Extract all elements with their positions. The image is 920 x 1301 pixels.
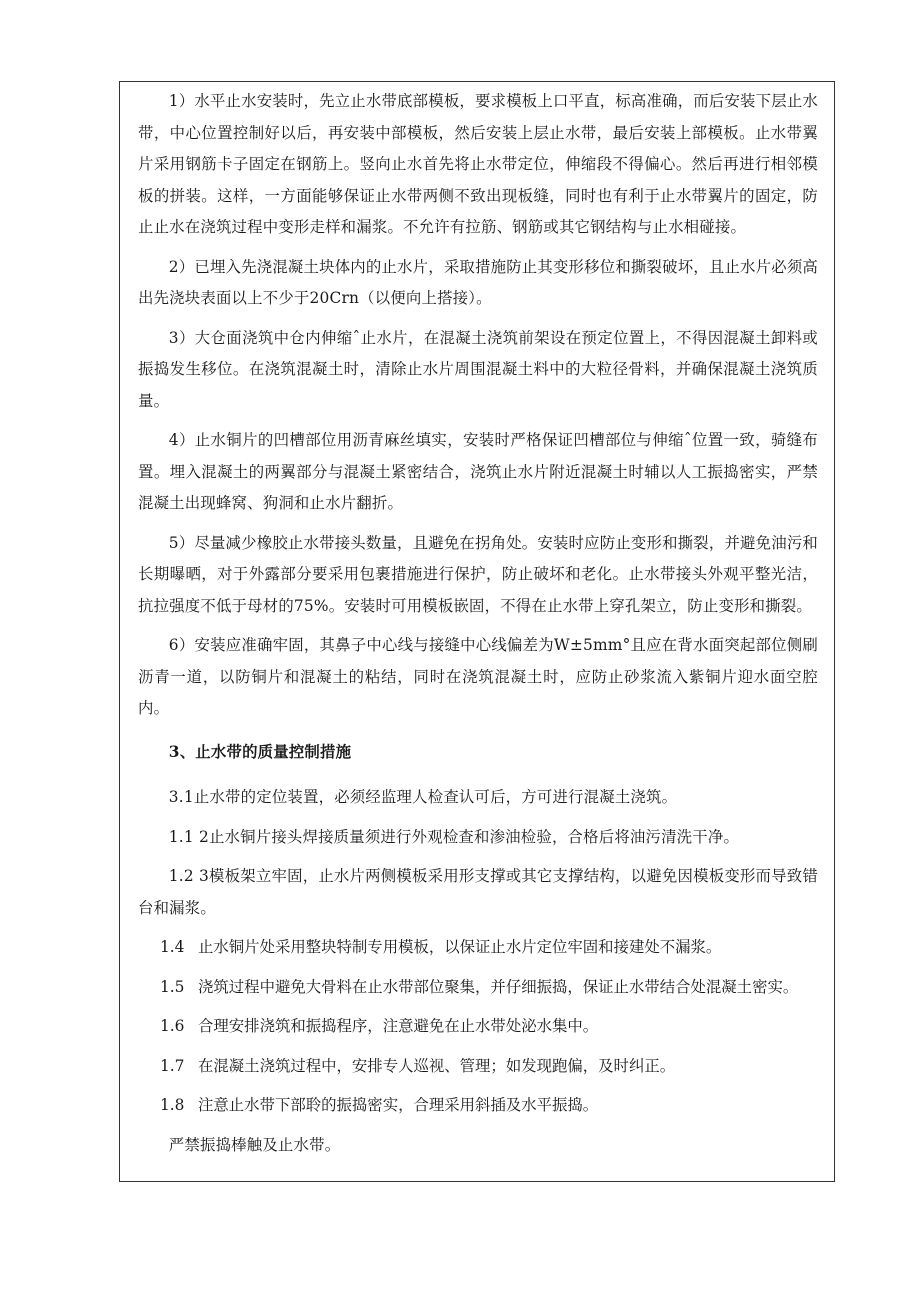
measure-text: 在混凝土浇筑过程中，安排专人巡视、管理；如发现跑偏，及时纠正。 [198,1056,676,1075]
measure-number: 1.5 [160,977,185,996]
measure-item [138,972,818,1004]
measure-number: 1.4 [160,938,185,956]
measure-text: 注意止水带下部聆的振捣密实，合理采用斜插及水平振捣。 [198,1096,599,1114]
paragraph-2: 2）已埋入先浇混凝土块体内的止水片，采取措施防止其变形移位和撕裂破坏，且止水片必须高出先浇块表面以上不少于20Crn（以便向上搭接）。 [138,257,819,307]
measure-item [138,1011,818,1043]
measure-number: 1.7 [160,1056,185,1075]
paragraph-3: 3）大仓面浇筑中仓内伸缩ˆ止水片，在混凝土浇筑前架设在预定位置上，不得因混凝土卸料或振捣发生移位。在浇筑混凝土时，清除止水片周围混凝土料中的大粒径骨料，并确保混凝土浇筑质量。 [138,328,818,410]
paragraph-5: 5）尽量减少橡胶止水带接头数量，且避免在拐角处。安装时应防止变形和撕裂，并避免油污和长期曝晒，对于外露部分要采用包裹措施进行保护，防止破坏和老化。止水带接头外观平整光洁，抗拉强度不低于母材的75%。安装时可用模板嵌固，不得在止水带上穿孔架立，防止变形和撕裂。 [138,533,819,615]
measure-3-1: 3.1止水带的定位装置，必须经监理人检查认可后，方可进行混凝土浇筑。 [168,788,678,806]
paragraph-6: 6）安装应准确牢固，其鼻子中心线与接缝中心线偏差为W±5mm°且应在背水面突起部位侧刷沥青一道，以防铜片和混凝土的粘结，同时在浇筑混凝土时，应防止砂浆流入紫铜片迎水面空腔内。 [138,636,818,717]
closing-line: 严禁振捣棒触及止水带。 [168,1135,341,1154]
measure-item [138,1090,818,1122]
paragraph-4: 4）止水铜片的凹槽部位用沥青麻丝填实，安装时严格保证凹槽部位与伸缩ˆ位置一致，骑缝布置。埋入混凝土的两翼部分与混凝土紧密结合，浇筑止水片附近混凝土时辅以人工振捣密实，严禁混凝土出现蜂窝、狗洞和止水片翻折。 [138,431,818,512]
measure-text: 止水铜片处采用整块特制专用模板，以保证止水片定位牢固和接建处不漏浆。 [198,938,722,956]
measure-text: 合理安排浇筑和振捣程序，注意避免在止水带处泌水集中。 [198,1017,599,1035]
measure-text: 浇筑过程中避免大骨料在止水带部位聚集，并仔细振捣，保证止水带结合处混凝土密实。 [198,977,799,996]
measure-item [138,932,818,964]
measure-1-1: 1.1 2止水铜片接头焊接质量须进行外观检查和渗油检验，合格后将油污清洗干净。 [168,827,740,846]
measure-number: 1.8 [160,1096,185,1114]
measure-1-2: 1.2 3模板架立牢固，止水片两侧模板采用形支撑或其它支撑结构，以避免因模板变形而导致错台和漏浆。 [138,867,818,917]
section-heading: 3、止水带的质量控制措施 [168,742,352,761]
measure-item [138,1051,818,1083]
paragraph-1: 1）水平止水安装时，先立止水带底部模板，要求模板上口平直，标高准确，而后安装下层止水带，中心位置控制好以后，再安装中部模板，然后安装上层止水带，最后安装上部模板。止水带翼片采用钢筋卡子固定在钢筋上。竖向止水首先将止水带定位，伸缩段不得偏心。然后再进行相邻模板的拼装。这样，一方面能够保证止水带两侧不致出现板缝，同时也有利于止水带翼片的固定，防止止水在浇筑过程中变形走样和漏浆。不允许有拉筋、钢筋或其它钢结构与止水相碰接。 [138,92,819,236]
document-body [138,86,818,1161]
measure-number: 1.6 [160,1017,185,1035]
